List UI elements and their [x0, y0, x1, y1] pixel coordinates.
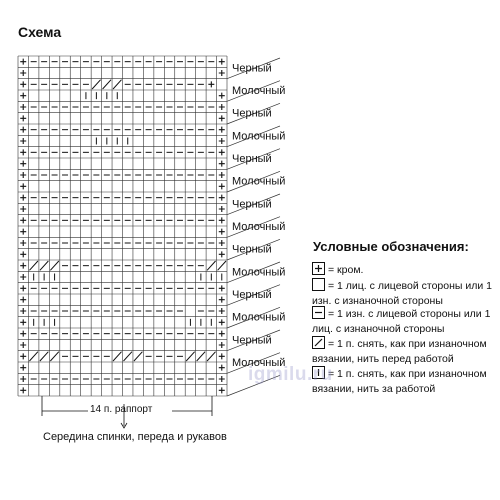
- edge-stitch-symbol: [20, 263, 26, 269]
- edge-stitch-symbol: [208, 81, 214, 87]
- chart-title: Схема: [18, 24, 62, 40]
- color-label: Черный: [232, 62, 272, 75]
- watermark: igmilu.ru: [248, 364, 333, 385]
- edge-stitch-symbol: [20, 342, 26, 348]
- slip-front-symbol: [92, 80, 100, 89]
- edge-stitch-symbol: [20, 195, 26, 201]
- edge-stitch-symbol: [20, 93, 26, 99]
- blank-symbol-icon: [312, 278, 325, 291]
- edge-stitch-symbol: [20, 59, 26, 65]
- legend-item-knit: [312, 278, 497, 309]
- edge-stitch-symbol: [20, 217, 26, 223]
- edge-stitch-symbol: [219, 149, 225, 155]
- legend-text: = 1 п. снять, как при изнаночном вязании, нить перед работой: [312, 338, 487, 365]
- edge-stitch-symbol: [219, 217, 225, 223]
- color-label: Черный: [232, 198, 272, 211]
- slip-front-symbol: [124, 352, 132, 361]
- slip-front-symbol: [207, 352, 215, 361]
- edge-stitch-symbol: [219, 353, 225, 359]
- color-label: Молочный: [232, 311, 286, 324]
- edge-stitch-symbol: [20, 274, 26, 280]
- bottom-caption: Середина спинки, переда и рукавов: [43, 431, 227, 443]
- color-label: Черный: [232, 334, 272, 347]
- legend-text: = 1 лиц. с лицевой стороны или 1 изн. с изнаночной стороны: [312, 280, 492, 307]
- dash-symbol-icon: [312, 306, 325, 319]
- color-label: Молочный: [232, 130, 286, 143]
- legend-item-slip-back: [312, 366, 497, 397]
- edge-stitch-symbol: [20, 70, 26, 76]
- edge-stitch-symbol: [20, 161, 26, 167]
- edge-stitch-symbol: [20, 319, 26, 325]
- edge-stitch-symbol: [20, 387, 26, 393]
- edge-stitch-symbol: [20, 138, 26, 144]
- edge-stitch-symbol: [20, 240, 26, 246]
- edge-stitch-symbol: [20, 127, 26, 133]
- edge-stitch-symbol: [219, 70, 225, 76]
- edge-stitch-symbol: [20, 172, 26, 178]
- slip-front-symbol: [50, 261, 58, 270]
- slip-front-symbol: [134, 352, 142, 361]
- edge-stitch-symbol: [20, 297, 26, 303]
- slip-front-symbol: [29, 352, 37, 361]
- edge-stitch-symbol: [219, 308, 225, 314]
- edge-stitch-symbol: [219, 297, 225, 303]
- edge-stitch-symbol: [219, 376, 225, 382]
- edge-stitch-symbol: [219, 161, 225, 167]
- color-label: Молочный: [232, 175, 286, 188]
- slip-front-symbol: [103, 80, 111, 89]
- edge-stitch-symbol: [219, 229, 225, 235]
- color-label: Молочный: [232, 85, 286, 97]
- slip-front-symbol: [197, 352, 205, 361]
- edge-stitch-symbol: [20, 331, 26, 337]
- legend-text: = кром.: [328, 264, 364, 276]
- edge-stitch-symbol: [219, 285, 225, 291]
- edge-stitch-symbol: [20, 149, 26, 155]
- edge-stitch-symbol: [20, 81, 26, 87]
- edge-stitch-symbol: [219, 93, 225, 99]
- color-label: Молочный: [232, 357, 286, 369]
- slash-symbol-icon: [312, 336, 325, 349]
- color-label: Черный: [232, 107, 272, 120]
- edge-stitch-symbol: [219, 104, 225, 110]
- slip-front-symbol: [113, 352, 121, 361]
- edge-stitch-symbol: [219, 319, 225, 325]
- edge-stitch-symbol: [20, 251, 26, 257]
- plus-symbol-icon: [312, 262, 325, 275]
- edge-stitch-symbol: [20, 365, 26, 371]
- edge-stitch-symbol: [20, 229, 26, 235]
- edge-stitch-symbol: [219, 251, 225, 257]
- edge-stitch-symbol: [20, 104, 26, 110]
- edge-stitch-symbol: [20, 285, 26, 291]
- edge-stitch-symbol: [20, 308, 26, 314]
- color-label: Молочный: [232, 266, 286, 279]
- edge-stitch-symbol: [219, 127, 225, 133]
- legend-text: = 1 п. снять, как при изнаночном вязании, нить за работой: [312, 368, 487, 395]
- color-label: Черный: [232, 289, 272, 301]
- slip-front-symbol: [40, 261, 48, 270]
- edge-stitch-symbol: [219, 172, 225, 178]
- edge-stitch-symbol: [219, 195, 225, 201]
- edge-stitch-symbol: [219, 206, 225, 212]
- slip-front-symbol: [40, 352, 48, 361]
- repeat-label: 14 п. раппорт: [90, 404, 153, 415]
- edge-stitch-symbol: [219, 115, 225, 121]
- legend-text: = 1 изн. с лицевой стороны или 1 лиц. с изнаночной стороны: [312, 308, 491, 335]
- edge-stitch-symbol: [20, 115, 26, 121]
- edge-stitch-symbol: [219, 387, 225, 393]
- legend-item-purl: [312, 306, 497, 337]
- color-label: Молочный: [232, 221, 286, 233]
- edge-stitch-symbol: [20, 376, 26, 382]
- legend-title: Условные обозначения:: [313, 239, 469, 254]
- edge-stitch-symbol: [219, 59, 225, 65]
- edge-stitch-symbol: [219, 365, 225, 371]
- edge-stitch-symbol: [219, 342, 225, 348]
- edge-stitch-symbol: [219, 331, 225, 337]
- edge-stitch-symbol: [219, 240, 225, 246]
- slip-front-symbol: [113, 80, 121, 89]
- slip-front-symbol: [218, 261, 226, 270]
- slip-front-symbol: [50, 352, 58, 361]
- edge-stitch-symbol: [20, 206, 26, 212]
- color-label: Черный: [232, 153, 272, 165]
- edge-stitch-symbol: [219, 183, 225, 189]
- edge-stitch-symbol: [20, 353, 26, 359]
- edge-stitch-symbol: [219, 138, 225, 144]
- slip-front-symbol: [207, 261, 215, 270]
- slip-front-symbol: [186, 352, 194, 361]
- legend-item-edge: [312, 262, 497, 278]
- edge-stitch-symbol: [20, 183, 26, 189]
- slip-front-symbol: [29, 261, 37, 270]
- color-label: Черный: [232, 243, 272, 256]
- legend-item-slip-front: [312, 336, 497, 367]
